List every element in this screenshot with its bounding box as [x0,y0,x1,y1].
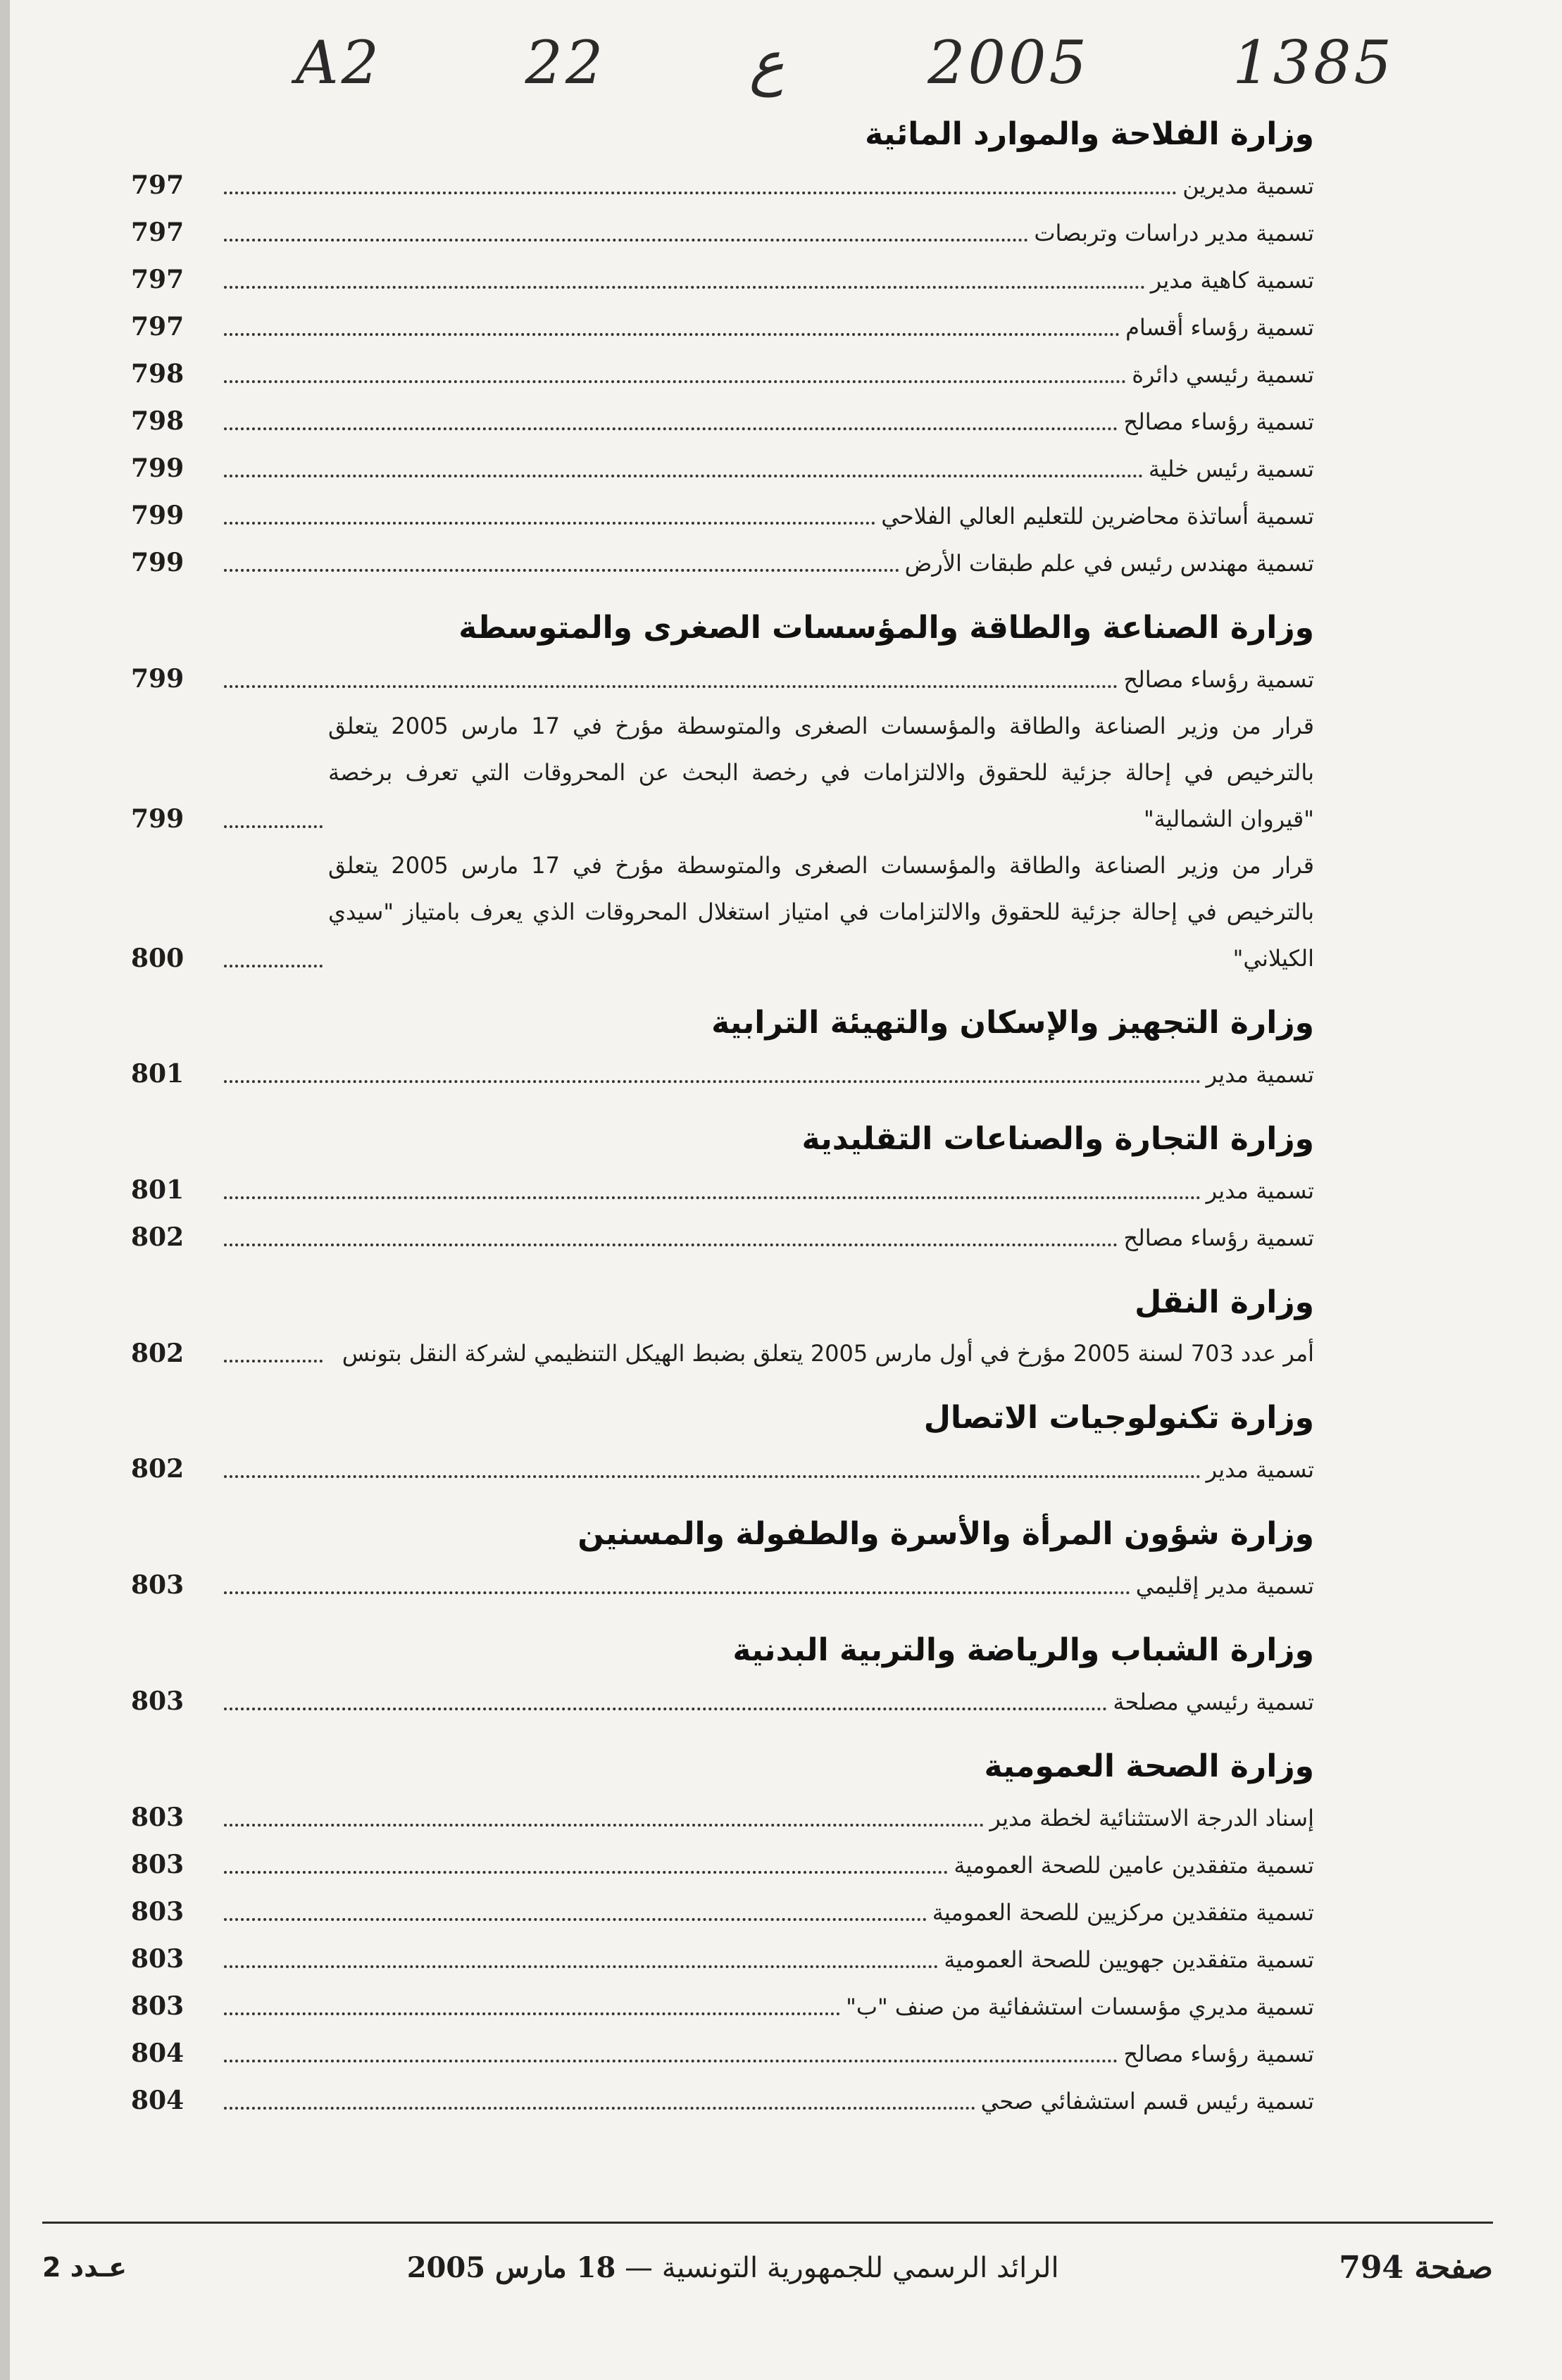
dot-leader [224,1918,927,1921]
dot-leader [224,522,875,525]
toc-entry [131,703,1314,842]
entry-page-number: 804 [131,2086,185,2115]
dot-leader [224,1824,984,1827]
dot-leader [224,1360,323,1363]
dot-leader [224,1708,1107,1710]
toc-section [131,1275,1314,1377]
entry-text: تسمية متفقدين جهويين للصحة العمومية [944,1946,1314,1973]
entry-text: تسمية كاهية مدير [1150,267,1314,294]
handwritten-code-3: ع [749,28,785,97]
dot-leader [224,380,1126,383]
page-number: صفحة 794 [1339,2249,1493,2286]
entry-text: إسناد الدرجة الاستثنائية لخطة مدير [989,1805,1314,1831]
dot-leader [224,427,1118,430]
dot-leader [224,1080,1201,1083]
toc-entry [131,842,1314,982]
toc-section [131,1112,1314,1261]
entry-page-number: 797 [131,312,185,342]
entry-page-number: 799 [131,664,185,694]
entry-text: تسمية رئيس قسم استشفائي صحي [980,2088,1314,2115]
section-title: وزارة النقل [1135,1284,1314,1320]
entry-text: قرار من وزير الصناعة والطاقة والمؤسسات الصغرى والمتوسطة مؤرخ في 17 مارس 2005 يتعلق بالترخيص في إحالة جزئية للحقوق والالتزامات في امتياز استغلال المحروقات الذي يعرف بامتياز "سيدي الكيلاني" [328,852,1315,972]
dot-leader [224,2012,840,2015]
entry-page-number: 798 [131,406,185,436]
entry-page-number: 803 [131,1944,185,1974]
toc-entry [131,351,1314,398]
toc-entry [131,656,1314,703]
dot-leader [224,475,1143,477]
dot-leader [224,1475,1201,1478]
entry-text: تسمية مديري مؤسسات استشفائية من صنف "ب" [846,1993,1314,2020]
entry-page-number: 803 [131,1897,185,1927]
section-title: وزارة شؤون المرأة والأسرة والطفولة والمسنين [577,1516,1314,1552]
dot-leader [224,333,1120,336]
entry-page-number: 801 [131,1059,185,1089]
publication-date: 18 مارس 2005 [406,2250,616,2284]
page-footer [42,2236,1493,2299]
entry-text: تسمية رؤساء مصالح [1123,2041,1314,2067]
entry-page-number: 797 [131,170,185,200]
toc-entry [131,2030,1314,2077]
publication-name: الرائد الرسمي للجمهورية التونسية — [625,2251,1059,2284]
toc-entry [131,2077,1314,2124]
dot-leader [224,239,1028,242]
entry-text: تسمية رؤساء أقسام [1125,314,1314,341]
entry-page-number: 798 [131,359,185,389]
toc-entry [131,1794,1314,1841]
entry-page-number: 803 [131,1570,185,1600]
dot-leader [224,2060,1118,2062]
table-of-contents [131,107,1314,2138]
toc-entry [131,1841,1314,1889]
entry-text: تسمية رئيس خلية [1148,456,1314,482]
dot-leader [224,286,1145,289]
toc-section [131,1623,1314,1725]
toc-entry [131,398,1314,445]
toc-section [131,1391,1314,1493]
dot-leader [224,192,1177,194]
entry-text: تسمية مدير [1206,1061,1314,1088]
toc-entry [131,303,1314,351]
entry-page-number: 804 [131,2038,185,2068]
entry-text: تسمية متفقدين عامين للصحة العمومية [954,1852,1314,1879]
entry-text: تسمية مدير دراسات وتربصات [1034,220,1314,246]
toc-entry [131,1330,1314,1377]
entry-text: تسمية أساتذة محاضرين للتعليم العالي الفلاحي [881,503,1314,530]
handwritten-annotation [296,17,1394,108]
entry-page-number: 801 [131,1175,185,1205]
entry-text: تسمية مدير [1206,1177,1314,1204]
toc-section [131,107,1314,587]
toc-entry [131,1936,1314,1983]
handwritten-code-4: 2005 [927,28,1089,97]
entry-page-number: 802 [131,1454,185,1484]
dot-leader [224,825,323,828]
handwritten-code-1: A2 [296,28,382,97]
toc-entry [131,162,1314,209]
dot-leader [224,1871,948,1874]
entry-text: تسمية رؤساء مصالح [1123,408,1314,435]
toc-entry [131,445,1314,492]
entry-page-number: 800 [131,944,185,973]
entry-text: قرار من وزير الصناعة والطاقة والمؤسسات الصغرى والمتوسطة مؤرخ في 17 مارس 2005 يتعلق بالترخيص في إحالة جزئية للحقوق والالتزامات في رخصة البحث عن المحروقات التي تعرف برخصة "قيروان الشمالية" [328,713,1315,832]
dot-leader [224,1965,938,1968]
entry-page-number: 799 [131,453,185,483]
dot-leader [224,965,323,967]
section-title: وزارة التجهيز والإسكان والتهيئة الترابية [711,1005,1314,1041]
entry-page-number: 799 [131,501,185,530]
dot-leader [224,1244,1118,1246]
issue-number: عـدد 2 [42,2252,127,2283]
toc-entry [131,256,1314,303]
toc-section [131,1739,1314,2124]
entry-page-number: 802 [131,1222,185,1252]
dot-leader [224,685,1118,688]
entry-text: تسمية مدير إقليمي [1135,1572,1314,1599]
entry-text: تسمية مديرين [1182,173,1314,199]
toc-entry [131,539,1314,587]
section-title: وزارة الشباب والرياضة والتربية البدنية [732,1632,1314,1668]
dot-leader [224,2107,975,2110]
section-title: وزارة الفلاحة والموارد المائية [865,116,1314,152]
entry-text: تسمية مدير [1206,1456,1314,1483]
toc-entry [131,1889,1314,1936]
footer-divider [42,2222,1493,2224]
toc-entry [131,1678,1314,1725]
entry-page-number: 797 [131,218,185,247]
entry-page-number: 803 [131,1803,185,1832]
dot-leader [224,569,899,572]
handwritten-code-2: 22 [525,28,606,97]
entry-text: تسمية رؤساء مصالح [1123,666,1314,693]
entry-text: تسمية رئيسي دائرة [1132,361,1314,388]
toc-entry [131,1446,1314,1493]
handwritten-code-5: 1385 [1232,28,1394,97]
entry-text: أمر عدد 703 لسنة 2005 مؤرخ في أول مارس 2005 يتعلق بضبط الهيكل التنظيمي لشركة النقل بتونس [342,1340,1314,1367]
toc-entry [131,1562,1314,1609]
toc-entry [131,1983,1314,2030]
entry-text: تسمية رؤساء مصالح [1123,1225,1314,1251]
entry-page-number: 802 [131,1339,185,1368]
publication-line [407,2251,1059,2284]
dot-leader [224,1196,1201,1199]
entry-page-number: 797 [131,265,185,294]
entry-page-number: 803 [131,1686,185,1716]
section-title: وزارة التجارة والصناعات التقليدية [801,1121,1314,1157]
section-title: وزارة الصحة العمومية [984,1748,1314,1784]
toc-entry [131,1051,1314,1098]
toc-entry [131,1167,1314,1214]
entry-page-number: 803 [131,1991,185,2021]
entry-text: تسمية مهندس رئيس في علم طبقات الأرض [904,550,1314,577]
toc-section [131,601,1314,982]
toc-entry [131,209,1314,256]
page-edge-shadow [0,0,10,2380]
entry-text: تسمية متفقدين مركزيين للصحة العمومية [932,1899,1314,1926]
section-title: وزارة تكنولوجيات الاتصال [923,1400,1314,1436]
section-title: وزارة الصناعة والطاقة والمؤسسات الصغرى والمتوسطة [458,610,1314,646]
entry-page-number: 799 [131,548,185,577]
dot-leader [224,1591,1130,1594]
toc-section [131,1507,1314,1609]
toc-section [131,996,1314,1098]
toc-entry [131,492,1314,539]
entry-text: تسمية رئيسي مصلحة [1113,1689,1314,1715]
entry-page-number: 799 [131,804,185,834]
entry-page-number: 803 [131,1850,185,1879]
toc-entry [131,1214,1314,1261]
